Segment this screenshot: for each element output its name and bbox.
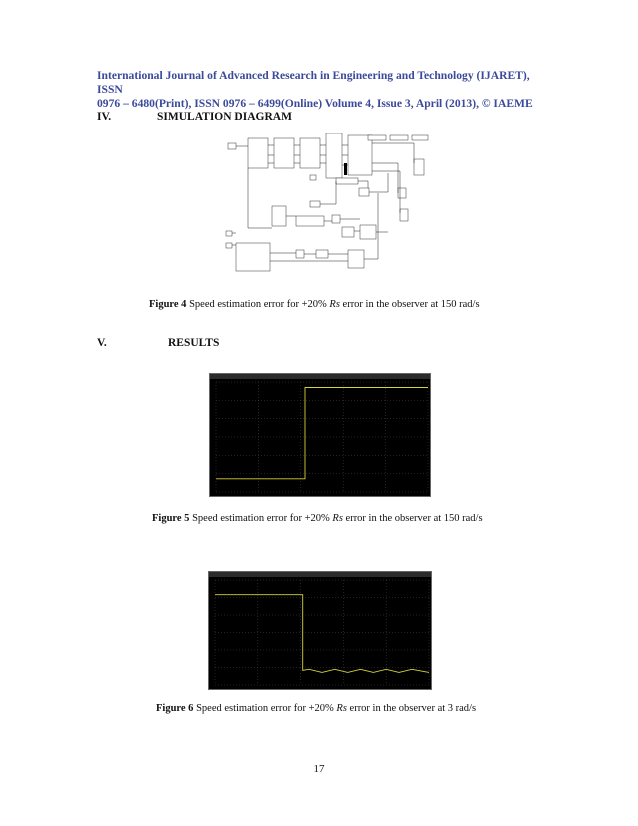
figure-4-var: Rs bbox=[329, 299, 340, 310]
figure-5-caption bbox=[152, 513, 483, 524]
figure-6-trace bbox=[215, 595, 429, 673]
figure-6-text-before: Speed estimation error for +20% bbox=[193, 703, 337, 714]
section-4-title: SIMULATION DIAGRAM bbox=[157, 111, 292, 123]
figure-6-label: Figure 6 bbox=[156, 703, 194, 714]
figure-5-chart bbox=[210, 374, 430, 496]
figure-5-text-after: error in the observer at 150 rad/s bbox=[342, 513, 483, 524]
figure-4-text-before: Speed estimation error for +20% bbox=[186, 299, 330, 310]
journal-header bbox=[97, 69, 557, 111]
figure-6-scope bbox=[208, 571, 432, 690]
figure-5-trace bbox=[216, 388, 428, 479]
figure-5-var: Rs bbox=[332, 513, 343, 524]
journal-header-line1: International Journal of Advanced Research in Engineering and Technology (IJARET), ISSN bbox=[97, 69, 530, 96]
figure-4-caption bbox=[149, 299, 480, 310]
section-5-number: V. bbox=[97, 337, 107, 349]
figure-6-var: Rs bbox=[336, 703, 347, 714]
page-number: 17 bbox=[313, 763, 325, 775]
figure-5-scope bbox=[209, 373, 431, 497]
simulation-diagram bbox=[218, 133, 430, 275]
section-4-number: IV. bbox=[97, 111, 112, 123]
figure-6-chart bbox=[209, 572, 431, 689]
figure-5-label: Figure 5 bbox=[152, 513, 190, 524]
journal-header-line2: 0976 – 6480(Print), ISSN 0976 – 6499(Online) Volume 4, Issue 3, April (2013), © IAEME bbox=[97, 97, 533, 110]
figure-4-label: Figure 4 bbox=[149, 299, 187, 310]
section-5-title: RESULTS bbox=[168, 337, 220, 349]
figure-6-caption bbox=[156, 703, 476, 714]
figure-6-text-after: error in the observer at 3 rad/s bbox=[346, 703, 477, 714]
figure-5-text-before: Speed estimation error for +20% bbox=[189, 513, 333, 524]
figure-4-text-after: error in the observer at 150 rad/s bbox=[339, 299, 480, 310]
